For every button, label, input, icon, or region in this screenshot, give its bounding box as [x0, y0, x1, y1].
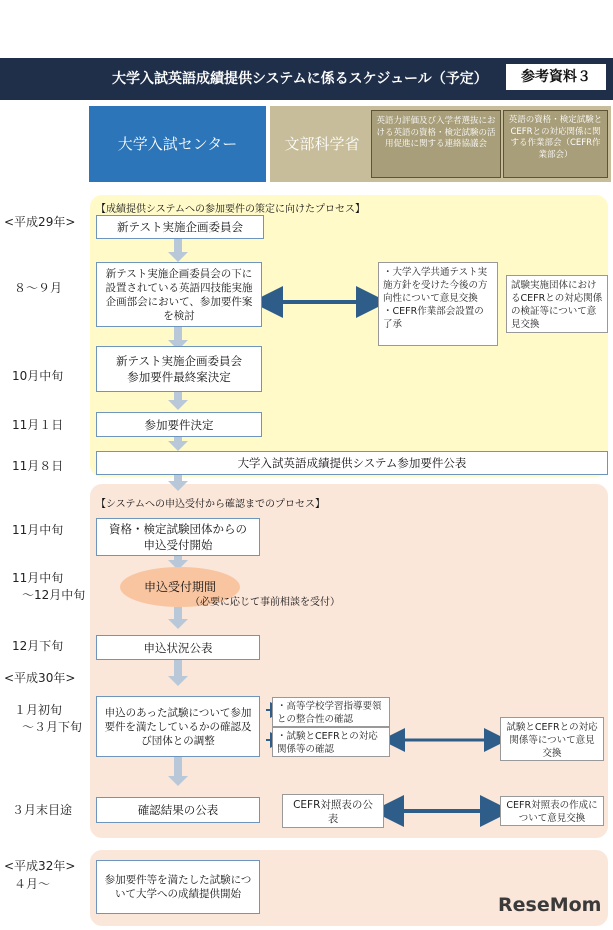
step-requirements-published: 大学入試英語成績提供システム参加要件公表	[96, 451, 608, 475]
time-label: ４月～	[14, 877, 51, 891]
time-label: <平成29年>	[4, 215, 76, 229]
time-label: 11月中旬	[12, 523, 64, 537]
step-score-provision-start: 参加要件等を満たした試験について大学への成績提供開始	[96, 860, 260, 914]
time-label: <平成30年>	[4, 671, 76, 685]
note-cefr-check: ・試験とCEFRとの対応関係等の確認	[272, 727, 390, 757]
step-application-period: 申込受付期間	[120, 567, 240, 607]
time-label: ～12月中旬	[22, 588, 86, 602]
step-final-draft-line1: 新テスト実施企画委員会	[115, 354, 243, 368]
time-label: ８～９月	[14, 281, 63, 295]
section-label-requirements: 【成績提供システムへの参加要件の策定に向けたプロセス】	[96, 204, 365, 215]
note-cefr-correspondence: 試験とCEFRとの対応関係等について意見交換	[500, 717, 604, 761]
column-header-mext: 文部科学省	[284, 135, 360, 153]
time-label: 11月８日	[12, 459, 64, 473]
time-label: ３月末目途	[12, 803, 73, 817]
step-committee: 新テスト実施企画委員会	[96, 215, 264, 239]
step-subcommittee-review: 新テスト実施企画委員会の下に設置されている英語四技能実施企画部会において、参加要件案を検討	[96, 262, 262, 327]
time-label: 10月中旬	[12, 369, 64, 383]
note-cefr-table-publish: CEFR対照表の公表	[282, 794, 384, 828]
mext-subcommittee-cefr: 英語の資格・検定試験とCEFRとの対応関係に関する作業部会（CEFR作業部会）	[503, 110, 608, 178]
step-application-start-line1: 資格・検定試験団体からの	[109, 522, 247, 536]
time-label: <平成32年>	[4, 859, 76, 873]
step-requirements-decided: 参加要件決定	[96, 412, 262, 437]
step-application-start-line2: 申込受付開始	[143, 538, 213, 552]
reference-label: 参考資料３	[505, 63, 607, 91]
step-results-published: 確認結果の公表	[96, 797, 260, 823]
page-title: 大学入試英語成績提供システムに係るスケジュール（予定）	[112, 71, 488, 87]
note-curriculum-check: ・高等学校学習指導要領との整合性の確認	[272, 697, 390, 727]
time-label: 11月中旬	[12, 571, 64, 585]
down-arrow	[168, 757, 188, 786]
time-label: ～３月下旬	[22, 720, 83, 734]
step-application-start	[96, 518, 260, 556]
note-item: ・大学入学共通テスト実施方針を受けた今後の方向性について意見交換	[383, 267, 488, 304]
note-liaison-exchange	[378, 262, 498, 346]
time-label: １月初旬	[14, 703, 63, 717]
section-label-applications: 【システムへの申込受付から確認までのプロセス】	[96, 499, 325, 510]
note-item: ・CEFR作業部会設置の了承	[383, 306, 484, 330]
down-arrow	[168, 607, 188, 629]
step-final-draft	[96, 346, 262, 392]
step-final-draft-line2: 参加要件最終案決定	[127, 370, 231, 384]
mext-subcommittee-liaison: 英語力評価及び入学者選抜における英語の資格・検定試験の活用促進に関する連絡協議会	[371, 110, 501, 178]
time-label: 12月下旬	[12, 639, 64, 653]
time-label: 11月１日	[12, 418, 64, 432]
resemom-logo: ReseMom	[498, 894, 602, 916]
note-cefr-exchange: 試験実施団体におけるCEFRとの対応関係の検証等について意見交換	[506, 275, 608, 333]
step-verification: 申込のあった試験について参加要件を満たしているかの確認及び団体との調整	[96, 696, 260, 757]
down-arrow	[168, 660, 188, 686]
step-status-published: 申込状況公表	[96, 635, 260, 660]
down-arrow	[168, 475, 188, 491]
step-application-period-note: （必要に応じて事前相談を受付）	[190, 597, 340, 608]
down-arrow	[168, 239, 188, 262]
down-arrow	[168, 437, 188, 451]
down-arrow	[168, 392, 188, 410]
note-cefr-table-create: CEFR対照表の作成について意見交換	[500, 796, 604, 826]
column-header-center: 大学入試センター	[89, 106, 266, 182]
